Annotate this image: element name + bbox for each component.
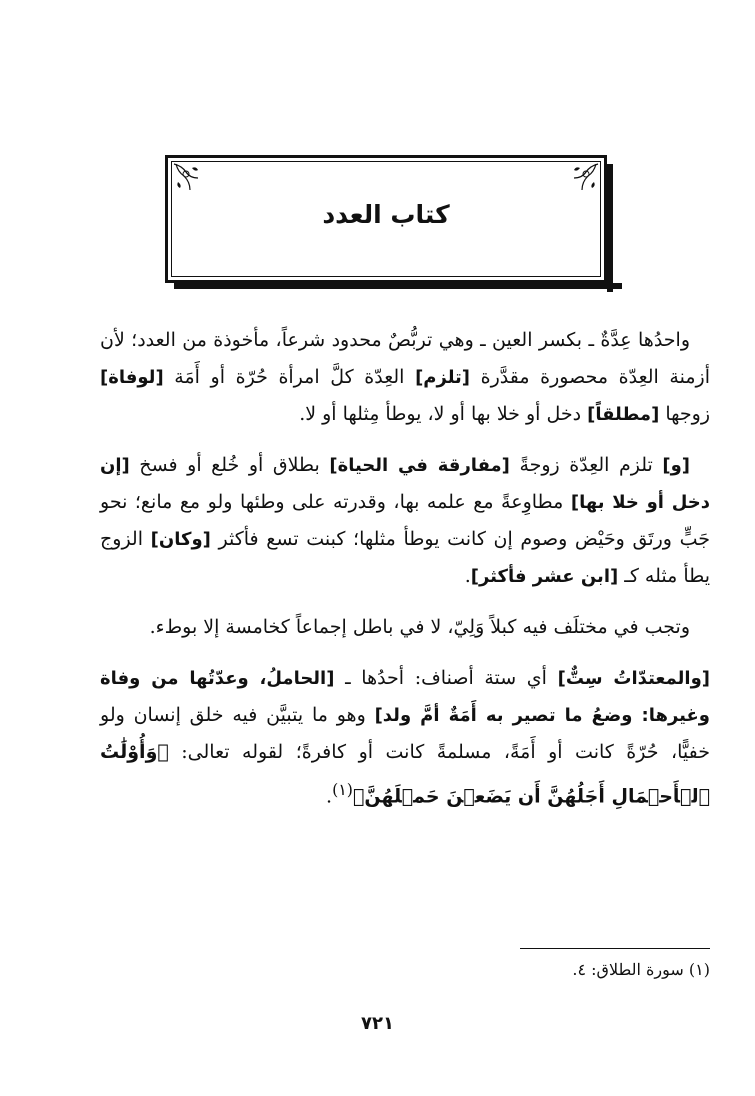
p1-bold-3: [مطلقاً] [587,404,660,425]
footnote-divider [520,948,710,949]
p4-text-c: وهو ما يتبيَّن فيه خلق إنسان ولو خفيًّا، حُرّةً كانت أو أَمَةً، مسلمةً كانت أو كافرةً؛ لقوله تعالى: [100,704,710,763]
corner-ornament-icon [568,162,600,192]
p2-text-d: مطاوِعةً مع علمه بها، وقدرته على وطئها ولو مع مانع؛ نحو جَبٍّ ورتَق وحَيْض وصوم إن كانت يوطأ مثلها؛ كبنت تسع فأكثر [100,491,710,550]
p1-text-c: العِدّة كلَّ امرأة حُرّة أو أَمَة [163,366,416,388]
corner-ornament-icon [172,162,204,192]
p3-text-a: وتجب في مختلَف فيه كبلاً وَلِيّ، لا في باطل إجماعاً كخامسة إلا بوطء. [149,616,690,638]
p4-bold-2: [الحاملُ، وعدّتُها من وفاة وغيرها: وضعُ ما تصير به أَمَةٌ أمَّ ولد] [100,668,710,726]
p2-text-a: تلزم العِدّة زوجةً [509,454,663,476]
footnote-reference: (١) [332,780,353,799]
paragraph-1 [100,322,710,433]
p4-bold-1: [والمعتدّاتُ سِتٌّ] [557,668,710,689]
p2-bold-5: [ابن عشر فأكثر] [470,566,619,587]
footnote: (١) سورة الطلاق: ٤. [572,960,710,979]
paragraph-3 [100,609,710,646]
title-frame-shadow-bottom [174,283,622,289]
p2-text-c: بطلاق أو خُلع أو فسخ [129,454,330,476]
p1-text-a: واحدُها عِدَّةٌ ـ بكسر العين ـ وهي تربُّصٌ محدود شرعاً، مأخوذة من العدد؛ لأن أزمنة العِدّة محصورة مقدَّرة [100,329,710,388]
p2-bold-1: [و] [662,455,691,476]
paragraph-4 [100,660,710,815]
body-text [100,322,710,829]
p2-bold-2: [مفارقة في الحياة] [329,455,510,476]
title-frame-shadow-right [607,164,613,292]
p2-text-e: الزوج يطأ مثله كـ [100,528,710,587]
p1-bold-2: [لوفاة] [100,367,164,388]
p1-text-d: زوجها [659,403,710,425]
chapter-title-frame [165,155,607,283]
p4-text-d: . [326,785,333,808]
quran-verse: ﴿وَأُوْلَٰتُ ٱلۡأَحۡمَالِ أَجَلُهُنَّ أَن يَضَعۡنَ حَمۡلَهُنَّ﴾ [100,741,710,808]
p2-bold-4: [وكان] [150,529,211,550]
chapter-title: كتاب العدد [322,200,450,229]
p1-text-e: دخل أو خلا بها أو لا، يوطأ مِثلها أو لا. [299,403,588,425]
page-number: ٧٢١ [361,1013,394,1034]
p2-bold-3: [إن دخل أو خلا بها] [100,455,710,513]
p2-text-f: . [464,565,471,587]
p4-text-a: أي ستة أصناف: أحدُها ـ [334,667,558,689]
paragraph-2 [100,447,710,595]
p1-bold-1: [تلزم] [415,367,471,388]
